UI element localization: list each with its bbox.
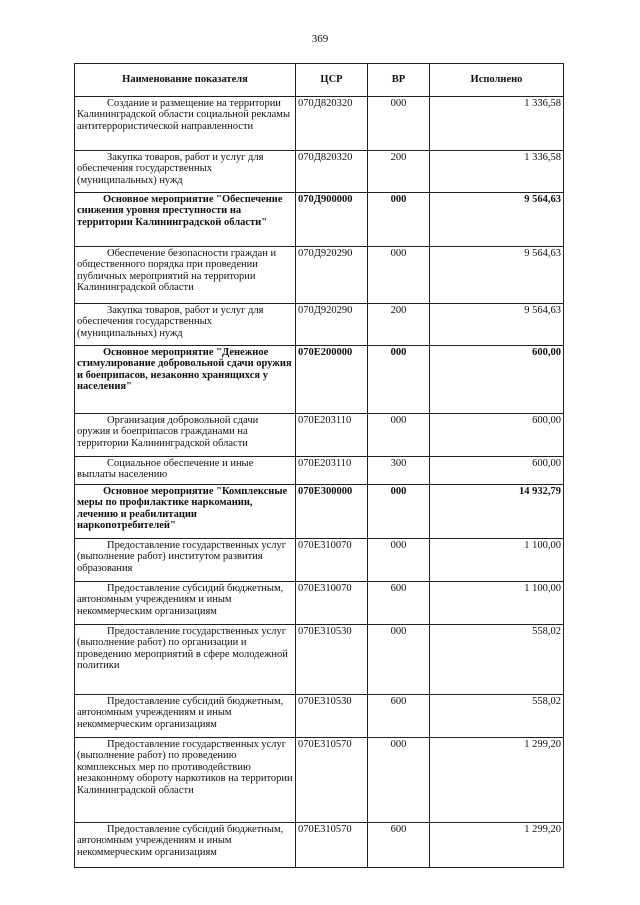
row-amount: 9 564,63 [430,304,564,346]
row-vr: 600 [368,582,430,625]
header-csr: ЦСР [296,64,368,97]
row-amount: 1 336,58 [430,97,564,151]
row-vr: 000 [368,485,430,539]
row-vr: 600 [368,695,430,738]
row-vr: 200 [368,304,430,346]
table-row [75,695,564,738]
header-name: Наименование показателя [75,64,296,97]
row-vr: 000 [368,97,430,151]
table-row [75,151,564,193]
row-name: Предоставление субсидий бюджетным, автономным учреждениям и иным некоммерческим организациям [75,582,296,625]
table-row-section [75,193,564,247]
header-vr: ВР [368,64,430,97]
table-row [75,539,564,582]
row-csr: 070Д920290 [296,247,368,304]
row-csr: 070Е310570 [296,738,368,823]
row-vr: 000 [368,539,430,582]
row-vr: 200 [368,151,430,193]
row-amount: 9 564,63 [430,247,564,304]
row-name: Социальное обеспечение и иные выплаты населению [75,457,296,485]
row-csr: 070Е310070 [296,582,368,625]
row-name: Создание и размещение на территории Калининградской области социальной рекламы антитеррористической направленности [75,97,296,151]
row-name: Обеспечение безопасности граждан и общественного порядка при проведении публичных мероприятий на территории Калининградской области [75,247,296,304]
row-name: Основное мероприятие "Комплексные меры по профилактике наркомании, лечению и реабилитации наркопотребителей" [75,485,296,539]
row-name: Предоставление государственных услуг (выполнение работ) по проведению комплексных мер по противодействию незаконному обороту наркотиков на территории Калининградской области [75,738,296,823]
row-name: Предоставление государственных услуг (выполнение работ) по организации и проведению мероприятий в сфере молодежной политики [75,625,296,695]
row-csr: 070Е310570 [296,823,368,868]
row-vr: 000 [368,414,430,457]
row-amount: 600,00 [430,457,564,485]
table-row [75,582,564,625]
row-csr: 070Е310530 [296,625,368,695]
row-name: Предоставление субсидий бюджетным, автономным учреждениям и иным некоммерческим организациям [75,823,296,868]
table-row [75,247,564,304]
row-csr: 070Е310530 [296,695,368,738]
row-name: Предоставление субсидий бюджетным, автономным учреждениям и иным некоммерческим организациям [75,695,296,738]
row-csr: 070Д820320 [296,97,368,151]
budget-table [74,63,564,868]
row-csr: 070Е300000 [296,485,368,539]
row-name: Основное мероприятие "Обеспечение снижения уровня преступности на территории Калининградской области" [75,193,296,247]
row-amount: 600,00 [430,346,564,414]
table-row [75,738,564,823]
table-row [75,97,564,151]
table-row [75,304,564,346]
row-vr: 000 [368,625,430,695]
row-vr: 000 [368,193,430,247]
table-row-section [75,346,564,414]
row-name: Закупка товаров, работ и услуг для обеспечения государственных (муниципальных) нужд [75,304,296,346]
row-amount: 558,02 [430,625,564,695]
row-vr: 000 [368,247,430,304]
row-name: Организация добровольной сдачи оружия и боеприпасов гражданами на территории Калининградской области [75,414,296,457]
table-row [75,457,564,485]
table-row [75,823,564,868]
row-csr: 070Д900000 [296,193,368,247]
table-row [75,625,564,695]
row-vr: 000 [368,346,430,414]
row-amount: 9 564,63 [430,193,564,247]
row-name: Закупка товаров, работ и услуг для обеспечения государственных (муниципальных) нужд [75,151,296,193]
row-amount: 1 100,00 [430,539,564,582]
table-row-section [75,485,564,539]
row-csr: 070Е310070 [296,539,368,582]
row-vr: 300 [368,457,430,485]
row-amount: 1 299,20 [430,823,564,868]
row-name: Предоставление государственных услуг (выполнение работ) институтом развития образования [75,539,296,582]
page-number: 369 [311,33,329,45]
row-csr: 070Д820320 [296,151,368,193]
row-amount: 1 299,20 [430,738,564,823]
row-amount: 14 932,79 [430,485,564,539]
table-row [75,414,564,457]
row-vr: 600 [368,823,430,868]
row-csr: 070Д920290 [296,304,368,346]
row-amount: 600,00 [430,414,564,457]
row-csr: 070Е200000 [296,346,368,414]
row-name: Основное мероприятие "Денежное стимулирование добровольной сдачи оружия и боеприпасов, незаконно хранящихся у населения" [75,346,296,414]
header-executed: Исполнено [430,64,564,97]
table-header-row [75,64,564,97]
row-vr: 000 [368,738,430,823]
row-csr: 070Е203110 [296,414,368,457]
row-csr: 070Е203110 [296,457,368,485]
row-amount: 1 336,58 [430,151,564,193]
row-amount: 1 100,00 [430,582,564,625]
row-amount: 558,02 [430,695,564,738]
